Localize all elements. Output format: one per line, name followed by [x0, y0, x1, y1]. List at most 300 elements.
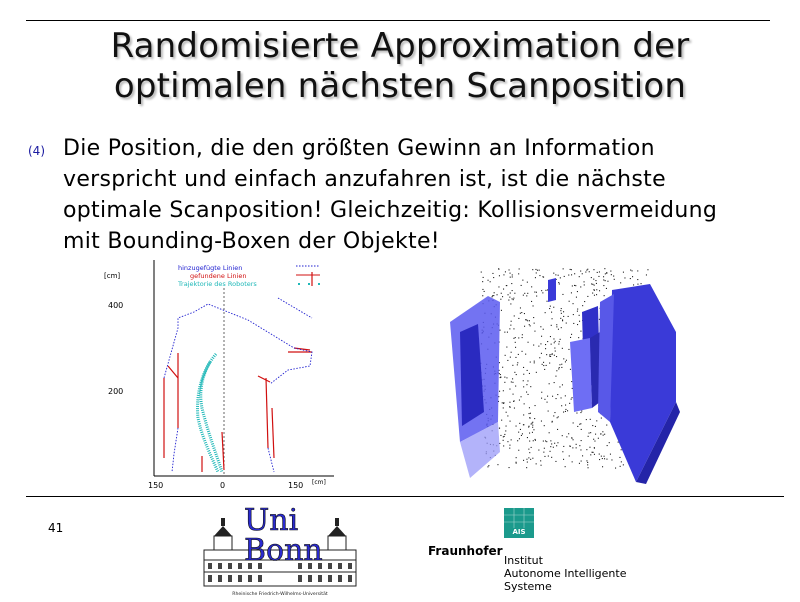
- scan-point: [483, 277, 484, 278]
- scan-point: [571, 292, 572, 293]
- scan-point: [601, 418, 602, 419]
- scan-point: [547, 341, 548, 342]
- scan-point: [503, 440, 504, 441]
- scan-point: [584, 281, 585, 282]
- scan-point: [547, 402, 548, 403]
- scan-point: [557, 442, 558, 443]
- scan-point: [592, 284, 593, 285]
- scan-point: [482, 295, 483, 296]
- scan-point: [524, 293, 525, 294]
- scan-point: [534, 331, 535, 332]
- scan-point: [607, 445, 608, 446]
- scan-point: [510, 325, 511, 326]
- scan-point: [527, 370, 528, 371]
- scan-point: [546, 441, 547, 442]
- y-tick-400: 400: [108, 301, 124, 310]
- scan-point: [571, 269, 572, 270]
- scan-point: [573, 323, 574, 324]
- scan-point: [593, 289, 594, 290]
- scan-point: [536, 272, 537, 273]
- scan-point: [561, 367, 562, 368]
- scan-point: [577, 311, 578, 312]
- scan-point: [540, 343, 541, 344]
- scan-point: [512, 298, 513, 299]
- scan-point: [518, 450, 519, 451]
- scan-point: [499, 373, 500, 374]
- scan-point: [540, 326, 541, 327]
- scan-point: [566, 323, 567, 324]
- scan-point: [512, 276, 513, 277]
- scan-point: [593, 439, 594, 440]
- scan-point: [576, 297, 577, 298]
- scan-point: [500, 299, 501, 300]
- scan-point: [544, 448, 545, 449]
- scan-point: [492, 296, 493, 297]
- scan-point: [551, 325, 552, 326]
- scan-point: [504, 332, 505, 333]
- scan-point: [560, 310, 561, 311]
- scan-point: [502, 367, 503, 368]
- scan-point: [553, 273, 554, 274]
- scan-point: [556, 356, 557, 357]
- scan-point: [529, 373, 530, 374]
- scan-point: [557, 417, 558, 418]
- scan-point: [598, 438, 599, 439]
- scan-point: [550, 451, 551, 452]
- bullet-text: Die Position, die den größten Gewinn an Information verspricht und einfach anzufahren ist, ist die nächste optimale Scanposition! Gleichzeitig: Kollisionsvermeidung mit Bounding-Boxen der Objekte!: [63, 136, 718, 254]
- scan-point: [549, 308, 550, 309]
- scan-point: [503, 445, 504, 446]
- scan-point: [571, 381, 572, 382]
- scan-point: [521, 312, 522, 313]
- scan-point: [571, 274, 572, 275]
- scan-point: [563, 268, 564, 269]
- scan-point: [641, 283, 642, 284]
- scan-point: [562, 435, 563, 436]
- scan-point: [554, 342, 555, 343]
- x-tick-left: 150: [148, 481, 164, 490]
- scan-point: [505, 430, 506, 431]
- logo-uni-text: Uni: [244, 503, 299, 538]
- scan-point: [533, 305, 534, 306]
- scan-point: [506, 285, 507, 286]
- scan-point: [533, 317, 534, 318]
- scan-point: [509, 328, 510, 329]
- scan-point: [568, 275, 569, 276]
- scan-point: [550, 336, 551, 337]
- scan-point: [524, 403, 525, 404]
- bottom-divider: [26, 496, 784, 497]
- scan-point: [521, 396, 522, 397]
- scan-point: [632, 270, 633, 271]
- scan-point: [647, 269, 648, 270]
- scan-point: [562, 320, 563, 321]
- scan-point: [586, 460, 587, 461]
- scan-point: [503, 407, 504, 408]
- fraunhofer-name: Fraunhofer: [428, 544, 503, 558]
- uni-bonn-logo: [200, 500, 360, 598]
- scan-point: [521, 285, 522, 286]
- scan-point: [553, 447, 554, 448]
- scan-point: [543, 441, 544, 442]
- scan-point: [573, 303, 574, 304]
- bounding-box-scene: [440, 262, 680, 484]
- scan-point: [513, 338, 514, 339]
- scan-point: [589, 447, 590, 448]
- scan-point: [500, 377, 501, 378]
- scan-point: [510, 293, 511, 294]
- scan-point: [518, 354, 519, 355]
- scan-point: [499, 275, 500, 276]
- scan-point: [623, 464, 624, 465]
- scan-point: [522, 334, 523, 335]
- scan-point: [587, 464, 588, 465]
- scan-point: [552, 421, 553, 422]
- scan-point: [534, 361, 535, 362]
- scan-point: [574, 285, 575, 286]
- scan-point: [497, 464, 498, 465]
- scan-point: [561, 313, 562, 314]
- scan-point: [550, 446, 551, 447]
- scan-point: [604, 268, 605, 269]
- scan-point: [527, 282, 528, 283]
- scan-point: [506, 426, 507, 427]
- scan-point: [592, 452, 593, 453]
- scan-point: [569, 403, 570, 404]
- legend-added-lines: hinzugefügte Linien: [178, 264, 243, 272]
- scan-point: [548, 411, 549, 412]
- scan-point: [594, 448, 595, 449]
- scan-point: [508, 300, 509, 301]
- scan-point: [527, 462, 528, 463]
- x-unit-label: [cm]: [312, 479, 326, 486]
- scan-point: [597, 272, 598, 273]
- scan-point: [527, 380, 528, 381]
- scan-point: [559, 283, 560, 284]
- scan-point: [554, 348, 555, 349]
- scan-point: [530, 459, 531, 460]
- scan-point: [550, 440, 551, 441]
- scan-point: [511, 381, 512, 382]
- scan-point: [571, 399, 572, 400]
- scan-point: [524, 313, 525, 314]
- scan-point: [510, 277, 511, 278]
- scan-point: [526, 392, 527, 393]
- scan-point: [594, 454, 595, 455]
- scan-point: [515, 347, 516, 348]
- scan-point: [581, 461, 582, 462]
- scan-point: [546, 365, 547, 366]
- scan-point: [528, 449, 529, 450]
- x-tick-zero: 0: [220, 481, 226, 490]
- scan-point: [562, 294, 563, 295]
- scan-point: [532, 423, 533, 424]
- scan-point: [501, 310, 502, 311]
- scan-point: [558, 282, 559, 283]
- scan-point: [591, 283, 592, 284]
- scan-point: [565, 466, 566, 467]
- scan-point: [506, 412, 507, 413]
- scan-point: [572, 285, 573, 286]
- x-tick-right: 150: [288, 481, 304, 490]
- scan-point: [529, 324, 530, 325]
- scan-point: [556, 445, 557, 446]
- scan-point: [525, 319, 526, 320]
- scan-point: [527, 320, 528, 321]
- scan-point: [600, 433, 601, 434]
- scan-point: [523, 460, 524, 461]
- scan-point: [511, 283, 512, 284]
- scan-point: [561, 364, 562, 365]
- scan-point: [547, 301, 548, 302]
- scan-point: [539, 275, 540, 276]
- scan-point: [516, 463, 517, 464]
- scan-point: [606, 273, 607, 274]
- scan-point: [566, 360, 567, 361]
- scan-point: [596, 294, 597, 295]
- scan-point: [536, 372, 537, 373]
- scan-point: [493, 295, 494, 296]
- scan-point: [572, 438, 573, 439]
- scan-point: [535, 405, 536, 406]
- scan-point: [523, 424, 524, 425]
- scan-point: [500, 374, 501, 375]
- scan-point: [606, 459, 607, 460]
- scan-point: [570, 269, 571, 270]
- scan-point: [619, 457, 620, 458]
- scan-point: [580, 423, 581, 424]
- scan-point: [599, 459, 600, 460]
- scan-point: [513, 328, 514, 329]
- line-map-plot: [98, 258, 334, 494]
- scan-point: [517, 440, 518, 441]
- scan-point: [529, 413, 530, 414]
- scan-point: [544, 425, 545, 426]
- scan-point: [555, 274, 556, 275]
- scan-point: [511, 321, 512, 322]
- scan-point: [538, 450, 539, 451]
- scan-point: [553, 307, 554, 308]
- scan-point: [586, 419, 587, 420]
- scan-point: [591, 277, 592, 278]
- scan-point: [562, 348, 563, 349]
- scan-point: [563, 459, 564, 460]
- scan-point: [510, 407, 511, 408]
- scan-point: [566, 436, 567, 437]
- scan-point: [565, 409, 566, 410]
- scan-point: [592, 425, 593, 426]
- scan-point: [511, 352, 512, 353]
- scan-point: [554, 382, 555, 383]
- scan-point: [587, 269, 588, 270]
- scan-point: [512, 378, 513, 379]
- scan-point: [520, 307, 521, 308]
- scan-point: [604, 456, 605, 457]
- scan-point: [524, 326, 525, 327]
- scan-point: [545, 348, 546, 349]
- scan-point: [552, 396, 553, 397]
- scan-point: [572, 397, 573, 398]
- scan-point: [603, 279, 604, 280]
- scan-point: [541, 421, 542, 422]
- scan-point: [633, 284, 634, 285]
- scan-point: [528, 342, 529, 343]
- scan-point: [563, 412, 564, 413]
- scan-point: [577, 426, 578, 427]
- scan-point: [609, 442, 610, 443]
- scan-point: [605, 273, 606, 274]
- scan-point: [637, 270, 638, 271]
- scan-point: [528, 457, 529, 458]
- scan-point: [512, 274, 513, 275]
- scan-point: [509, 402, 510, 403]
- scan-point: [532, 458, 533, 459]
- scan-point: [580, 331, 581, 332]
- scan-point: [482, 289, 483, 290]
- scan-point: [604, 458, 605, 459]
- scan-point: [532, 432, 533, 433]
- y-unit-label: [cm]: [104, 272, 121, 280]
- scan-point: [504, 436, 505, 437]
- scan-point: [520, 313, 521, 314]
- scan-point: [549, 383, 550, 384]
- title-line-2: optimalen nächsten Scanposition: [113, 66, 687, 106]
- scan-point: [515, 386, 516, 387]
- scan-point: [506, 377, 507, 378]
- scan-point: [507, 332, 508, 333]
- scan-point: [554, 443, 555, 444]
- scan-point: [556, 398, 557, 399]
- scan-point: [539, 357, 540, 358]
- scan-point: [521, 435, 522, 436]
- scan-point: [541, 336, 542, 337]
- scan-point: [630, 270, 631, 271]
- scan-point: [500, 330, 501, 331]
- scan-point: [514, 400, 515, 401]
- ais-logo-box: [504, 508, 534, 538]
- scan-point: [556, 370, 557, 371]
- scan-point: [534, 323, 535, 324]
- scan-point: [555, 461, 556, 462]
- scan-point: [618, 442, 619, 443]
- scan-point: [507, 360, 508, 361]
- slide-title: [0, 26, 800, 106]
- ais-box-label: AIS: [512, 528, 526, 536]
- scan-point: [543, 452, 544, 453]
- scan-point: [537, 270, 538, 271]
- scan-point: [514, 293, 515, 294]
- scan-point: [594, 285, 595, 286]
- scan-point: [509, 269, 510, 270]
- scan-point: [516, 374, 517, 375]
- scan-point: [493, 277, 494, 278]
- scan-point: [494, 292, 495, 293]
- scan-point: [568, 316, 569, 317]
- scan-point: [523, 380, 524, 381]
- scan-point: [585, 272, 586, 273]
- scan-point: [518, 318, 519, 319]
- scan-point: [569, 301, 570, 302]
- scan-point: [542, 364, 543, 365]
- scan-point: [550, 354, 551, 355]
- scan-point: [509, 467, 510, 468]
- scan-point: [482, 281, 483, 282]
- scan-point: [560, 318, 561, 319]
- scan-point: [534, 292, 535, 293]
- scan-point: [573, 439, 574, 440]
- scan-point: [560, 339, 561, 340]
- scan-point: [498, 268, 499, 269]
- scan-point: [531, 301, 532, 302]
- scan-point: [481, 272, 482, 273]
- scan-point: [544, 369, 545, 370]
- scan-point: [570, 337, 571, 338]
- scan-point: [576, 444, 577, 445]
- scan-point: [555, 341, 556, 342]
- scan-point: [568, 433, 569, 434]
- scan-point: [579, 276, 580, 277]
- scan-point: [520, 429, 521, 430]
- scan-point: [523, 367, 524, 368]
- scan-point: [562, 451, 563, 452]
- scan-point: [508, 294, 509, 295]
- bullet-marker: (4): [28, 144, 45, 158]
- scan-point: [561, 327, 562, 328]
- scan-point: [605, 280, 606, 281]
- scan-point: [488, 465, 489, 466]
- scan-point: [511, 439, 512, 440]
- scan-point: [510, 303, 511, 304]
- scan-point: [593, 452, 594, 453]
- scan-point: [490, 281, 491, 282]
- scan-point: [604, 295, 605, 296]
- scan-point: [512, 382, 513, 383]
- scan-point: [555, 376, 556, 377]
- scan-point: [484, 291, 485, 292]
- scan-point: [587, 296, 588, 297]
- scan-point: [503, 390, 504, 391]
- scan-point: [503, 402, 504, 403]
- scan-point: [580, 286, 581, 287]
- scan-point: [541, 398, 542, 399]
- scan-point: [507, 415, 508, 416]
- scan-point: [526, 467, 527, 468]
- scan-point: [545, 344, 546, 345]
- scan-point: [509, 389, 510, 390]
- scan-point: [581, 411, 582, 412]
- scan-point: [536, 296, 537, 297]
- scan-point: [573, 314, 574, 315]
- scan-point: [530, 386, 531, 387]
- scan-point: [546, 354, 547, 355]
- scan-point: [603, 276, 604, 277]
- scan-point: [556, 326, 557, 327]
- bounding-box-right: [610, 284, 676, 482]
- robot-trajectory: [198, 354, 223, 472]
- scan-point: [558, 368, 559, 369]
- scan-point: [532, 269, 533, 270]
- scan-point: [552, 353, 553, 354]
- scan-point: [579, 463, 580, 464]
- scan-point: [530, 362, 531, 363]
- scan-point: [581, 440, 582, 441]
- scan-point: [487, 466, 488, 467]
- scan-point: [565, 411, 566, 412]
- scan-point: [517, 362, 518, 363]
- scan-point: [513, 394, 514, 395]
- scan-point: [541, 290, 542, 291]
- scan-point: [573, 422, 574, 423]
